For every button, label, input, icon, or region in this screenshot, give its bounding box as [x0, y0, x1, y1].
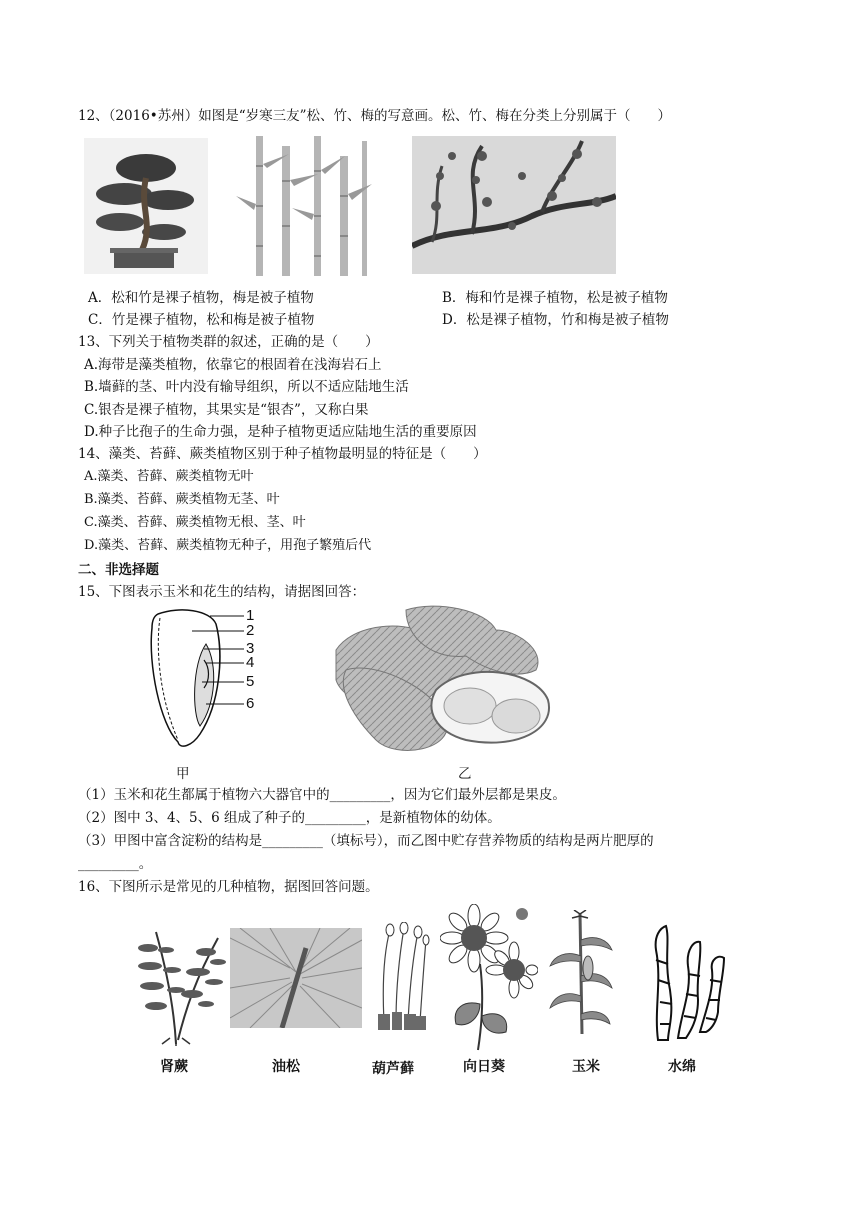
sunflower-image: [440, 904, 538, 1052]
q14-option-c: C.藻类、苔藓、蕨类植物无根、茎、叶: [84, 515, 306, 530]
corn-seed-diagram: [140, 604, 280, 754]
q15-part-2: （2）图中 3、4、5、6 组成了种子的_________，是新植物体的幼体。: [78, 810, 501, 826]
q15-part-3a: （3）甲图中富含淀粉的结构是_________（填标号），而乙图中贮存营养物质的结构是两片肥厚的: [78, 833, 654, 849]
plant-label-yumi: 玉米: [572, 1059, 600, 1075]
q13-option-c: C.银杏是裸子植物，其果实是“银杏”，又称白果: [84, 402, 369, 418]
seed-label-3: 3: [246, 640, 255, 657]
figure-label-yi: 乙: [458, 766, 472, 782]
fern-image: [126, 928, 226, 1046]
q15-part-3b: _________。: [78, 856, 153, 872]
plant-label-yousong: 油松: [272, 1059, 300, 1075]
q13-option-d: D.种子比孢子的生命力强，是种子植物更适应陆地生活的重要原因: [84, 424, 477, 440]
plum-blossom-image: [412, 136, 616, 274]
section-heading: 二、非选择题: [78, 562, 159, 578]
q14-option-b: B.藻类、苔藓、蕨类植物无茎、叶: [84, 492, 280, 507]
q12-option-c: C．竹是裸子植物，松和梅是被子植物: [88, 312, 315, 328]
seed-label-5: 5: [246, 673, 255, 690]
q12-stem: 12、（2016•苏州）如图是“岁寒三友”松、竹、梅的写意画。松、竹、梅在分类上分别属于（ ）: [78, 108, 672, 124]
plant-label-shuimian: 水绵: [668, 1059, 696, 1075]
q13-option-a: A.海带是藻类植物，依靠它的根固着在浅海岩石上: [84, 357, 382, 373]
plant-label-shenjue: 肾蕨: [160, 1059, 188, 1075]
q14-option-a: A.藻类、苔藓、蕨类植物无叶: [84, 469, 254, 484]
bamboo-image: [234, 136, 378, 276]
q13-option-b: B.墙藓的茎、叶内没有输导组织，所以不适应陆地生活: [84, 379, 409, 395]
peanut-image: [316, 600, 554, 758]
q14-option-d: D.藻类、苔藓、蕨类植物无种子，用孢子繁殖后代: [84, 538, 372, 553]
seed-label-6: 6: [246, 695, 255, 712]
corn-plant-image: [548, 910, 614, 1036]
pine-needles-image: [230, 928, 362, 1028]
moss-image: [374, 922, 432, 1032]
plant-label-huluxian: 葫芦藓: [372, 1061, 414, 1077]
plant-label-xiangrikui: 向日葵: [463, 1059, 505, 1075]
seed-label-4: 4: [246, 654, 255, 671]
q13-stem: 13、下列关于植物类群的叙述，正确的是（ ）: [78, 334, 379, 350]
q15-part-1: （1）玉米和花生都属于植物六大器官中的_________，因为它们最外层都是果皮。: [78, 787, 566, 803]
spirogyra-image: [648, 920, 728, 1042]
figure-label-jia: 甲: [176, 766, 190, 782]
q12-option-b: B．梅和竹是裸子植物，松是被子植物: [442, 290, 668, 306]
q16-stem: 16、下图所示是常见的几种植物，据图回答问题。: [78, 879, 379, 895]
q12-option-d: D．松是裸子植物，竹和梅是被子植物: [442, 312, 669, 328]
pine-bonsai-image: [84, 138, 208, 274]
seed-label-1: 1: [246, 607, 255, 624]
q15-stem: 15、下图表示玉米和花生的结构，请据图回答：: [78, 584, 366, 600]
seed-label-2: 2: [246, 622, 255, 639]
q12-option-a: A．松和竹是裸子植物，梅是被子植物: [88, 290, 314, 306]
q14-stem: 14、藻类、苔藓、蕨类植物区别于种子植物最明显的特征是（ ）: [78, 446, 487, 462]
